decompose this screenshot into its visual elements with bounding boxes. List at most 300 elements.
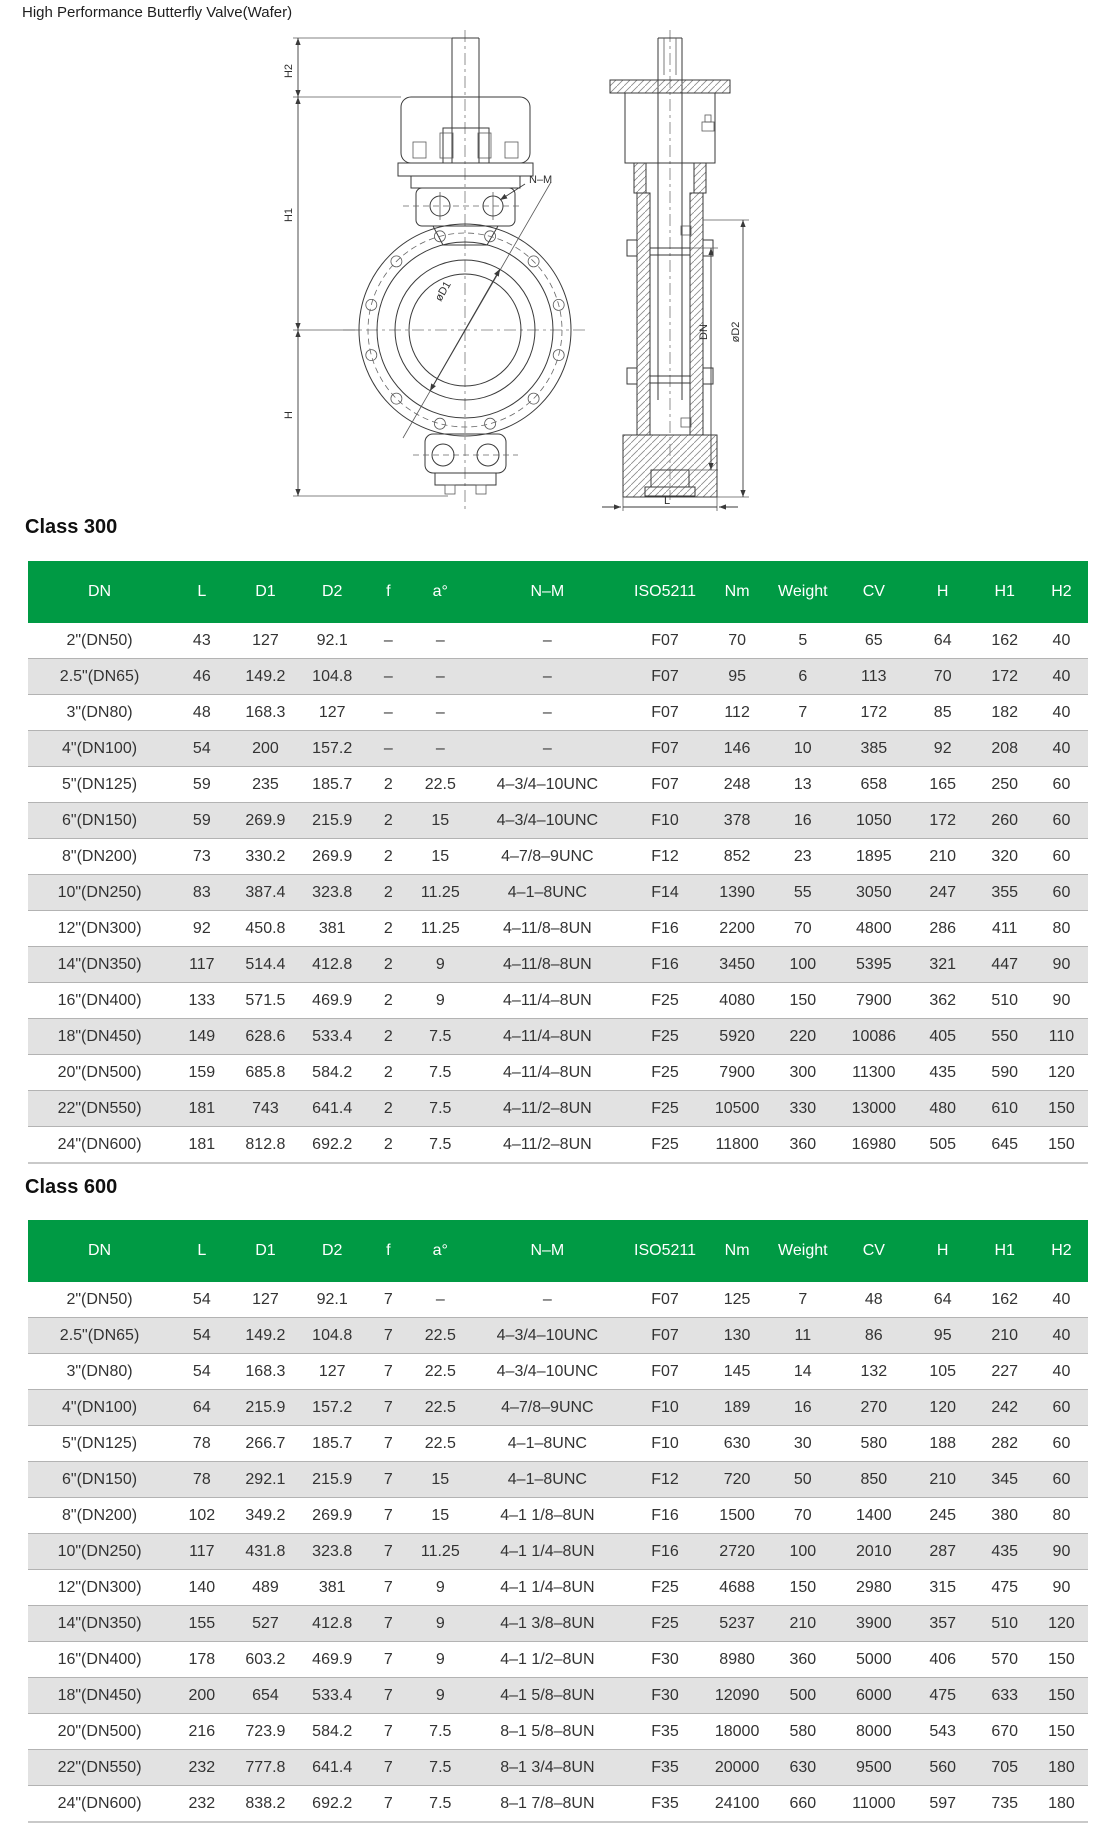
table-cell: 12"(DN300) <box>28 1570 171 1606</box>
class600-table-body <box>28 1282 1088 1822</box>
column-header: L <box>171 1220 232 1282</box>
table-cell: 641.4 <box>298 1750 366 1786</box>
table-cell: 117 <box>171 947 232 983</box>
table-cell: 18"(DN450) <box>28 1019 171 1055</box>
table-cell: 2"(DN50) <box>66 631 133 649</box>
table-cell: 4"(DN100) <box>28 1390 171 1426</box>
table-cell: 357 <box>911 1606 975 1642</box>
table-cell: 9 <box>411 947 470 983</box>
table-cell: 185.7 <box>298 767 366 803</box>
table-cell: – <box>366 695 411 731</box>
table-cell: 150 <box>1035 1127 1088 1164</box>
table-cell: 64 <box>171 1390 232 1426</box>
table-cell: – <box>470 695 625 731</box>
table-cell: 4–11/4–8UN <box>470 1055 625 1091</box>
table-cell: 743 <box>233 1091 299 1127</box>
table-cell: F16 <box>625 1498 706 1534</box>
valve-technical-drawing <box>253 30 828 512</box>
table-cell: 7 <box>366 1714 411 1750</box>
table-cell: F12 <box>625 1462 706 1498</box>
dim-label-d1: øD1 <box>433 279 454 304</box>
table-cell: F07 <box>651 1290 679 1308</box>
table-cell: 4–3/4–10UNC <box>470 1354 625 1390</box>
table-cell: 1050 <box>837 803 911 839</box>
table-cell: 330 <box>769 1091 837 1127</box>
table-cell: 7 <box>366 1678 411 1714</box>
table-cell: 227 <box>975 1354 1035 1390</box>
table-cell: 15 <box>411 1498 470 1534</box>
table-row <box>28 803 1088 839</box>
table-cell: 188 <box>911 1426 975 1462</box>
table-cell: 83 <box>171 875 232 911</box>
table-row <box>28 1354 1088 1390</box>
table-cell: 1500 <box>705 1498 769 1534</box>
table-cell: 127 <box>252 1290 279 1308</box>
table-cell: – <box>470 659 625 695</box>
table-cell: 431.8 <box>233 1534 299 1570</box>
table-cell: 59 <box>171 803 232 839</box>
table-cell: 5"(DN125) <box>28 1426 171 1462</box>
table-cell: 18"(DN450) <box>28 1678 171 1714</box>
table-cell: 385 <box>837 731 911 767</box>
table-cell: 8"(DN200) <box>28 1498 171 1534</box>
table-cell: F35 <box>625 1786 706 1823</box>
table-cell: F07 <box>625 1354 706 1390</box>
table-cell: 24"(DN600) <box>28 1786 171 1823</box>
table-cell: 543 <box>911 1714 975 1750</box>
table-cell: 162 <box>991 1290 1019 1308</box>
table-cell: 723.9 <box>233 1714 299 1750</box>
table-cell: 146 <box>705 731 769 767</box>
table-cell: 11800 <box>705 1127 769 1164</box>
table-cell: 3450 <box>705 947 769 983</box>
table-cell: 232 <box>171 1750 232 1786</box>
table-cell: 120 <box>1035 1055 1088 1091</box>
table-cell: 570 <box>975 1642 1035 1678</box>
table-cell: 157.2 <box>298 731 366 767</box>
table-cell: 4–11/2–8UN <box>470 1127 625 1164</box>
column-header: Weight <box>769 561 837 623</box>
dim-label-h: H <box>283 411 295 419</box>
table-cell: 127 <box>252 631 279 649</box>
table-cell: 610 <box>975 1091 1035 1127</box>
table-cell: 5 <box>798 631 808 649</box>
table-cell: 140 <box>171 1570 232 1606</box>
table-cell: 9500 <box>837 1750 911 1786</box>
table-cell: 60 <box>1035 803 1088 839</box>
table-cell: 10"(DN250) <box>28 875 171 911</box>
table-cell: 149 <box>171 1019 232 1055</box>
table-cell: 4–11/2–8UN <box>470 1091 625 1127</box>
table-cell: 113 <box>837 659 911 695</box>
table-cell: – <box>411 731 470 767</box>
header-row <box>28 1220 1088 1282</box>
table-cell: 7900 <box>705 1055 769 1091</box>
page-title: High Performance Butterfly Valve(Wafer) <box>22 4 293 21</box>
table-cell: 435 <box>975 1534 1035 1570</box>
table-cell: 360 <box>769 1127 837 1164</box>
column-header: f <box>366 561 411 623</box>
table-cell: 323.8 <box>298 875 366 911</box>
column-header: Nm <box>705 561 769 623</box>
table-cell: 248 <box>705 767 769 803</box>
table-cell: 1390 <box>705 875 769 911</box>
table-cell: 2 <box>366 1127 411 1164</box>
table-cell: 489 <box>233 1570 299 1606</box>
table-cell: 78 <box>171 1426 232 1462</box>
dim-label-dn: DN <box>698 324 710 340</box>
table-cell: 345 <box>975 1462 1035 1498</box>
table-cell: 380 <box>975 1498 1035 1534</box>
column-header: ISO5211 <box>625 561 706 623</box>
table-cell: 406 <box>911 1642 975 1678</box>
table-cell: 30 <box>769 1426 837 1462</box>
table-cell: 7 <box>366 1750 411 1786</box>
table-cell: 22.5 <box>411 1390 470 1426</box>
table-cell: 2720 <box>705 1534 769 1570</box>
table-cell: 292.1 <box>233 1462 299 1498</box>
table-cell: F14 <box>625 875 706 911</box>
table-cell: 603.2 <box>233 1642 299 1678</box>
table-cell: 852 <box>705 839 769 875</box>
table-cell: 5237 <box>705 1606 769 1642</box>
table-cell: 92.1 <box>316 1290 348 1308</box>
table-cell: F35 <box>625 1750 706 1786</box>
table-cell: F07 <box>651 631 679 649</box>
table-cell: 60 <box>1035 1426 1088 1462</box>
table-cell: 200 <box>233 731 299 767</box>
dim-label-h1: H1 <box>283 207 295 223</box>
table-cell: 20"(DN500) <box>28 1055 171 1091</box>
table-cell: 60 <box>1035 839 1088 875</box>
column-header: CV <box>837 561 911 623</box>
table-cell: 7900 <box>837 983 911 1019</box>
table-cell: 4–1 3/8–8UN <box>470 1606 625 1642</box>
table-cell: 40 <box>1035 1354 1088 1390</box>
column-header: L <box>171 561 232 623</box>
table-cell: – <box>366 659 411 695</box>
table-cell: 4"(DN100) <box>28 731 171 767</box>
table-cell: 9 <box>411 1606 470 1642</box>
table-cell: 181 <box>171 1127 232 1164</box>
table-cell: 150 <box>1035 1091 1088 1127</box>
table-cell: 2 <box>366 947 411 983</box>
table-cell: 580 <box>837 1426 911 1462</box>
table-cell: 2 <box>366 1055 411 1091</box>
table-cell: 282 <box>975 1426 1035 1462</box>
table-cell: 149.2 <box>233 1318 299 1354</box>
table-cell: 24100 <box>705 1786 769 1823</box>
table-cell: 315 <box>911 1570 975 1606</box>
table-cell: 7.5 <box>411 1055 470 1091</box>
table-cell: 70 <box>911 659 975 695</box>
table-cell: 412.8 <box>298 1606 366 1642</box>
table-cell: F16 <box>625 1534 706 1570</box>
table-cell: 3050 <box>837 875 911 911</box>
table-row <box>28 767 1088 803</box>
table-cell: 9 <box>411 1678 470 1714</box>
table-cell: 381 <box>298 1570 366 1606</box>
table-cell: 8"(DN200) <box>28 839 171 875</box>
table-cell: 181 <box>171 1091 232 1127</box>
table-cell: 7 <box>769 695 837 731</box>
table-cell: 7 <box>366 1786 411 1823</box>
table-cell: 100 <box>769 1534 837 1570</box>
table-cell: 210 <box>975 1318 1035 1354</box>
table-cell: 168.3 <box>233 1354 299 1390</box>
table-cell: 266.7 <box>233 1426 299 1462</box>
table-cell: 60 <box>1035 1390 1088 1426</box>
table-cell: 7 <box>366 1498 411 1534</box>
table-cell: 60 <box>1035 875 1088 911</box>
table-cell: 55 <box>769 875 837 911</box>
table-cell: 180 <box>1035 1750 1088 1786</box>
table-cell: 15 <box>411 1462 470 1498</box>
table-cell: 378 <box>705 803 769 839</box>
table-cell: 838.2 <box>233 1786 299 1823</box>
table-cell: 597 <box>911 1786 975 1823</box>
column-header: Nm <box>705 1220 769 1282</box>
table-cell: 658 <box>837 767 911 803</box>
table-cell: 6"(DN150) <box>28 1462 171 1498</box>
table-cell: 172 <box>837 695 911 731</box>
table-cell: 46 <box>171 659 232 695</box>
table-cell: F25 <box>625 983 706 1019</box>
table-cell: 13 <box>769 767 837 803</box>
table-cell: 235 <box>233 767 299 803</box>
table-row <box>28 1091 1088 1127</box>
table-cell: F07 <box>625 659 706 695</box>
table-cell: – <box>470 731 625 767</box>
table-row <box>28 1462 1088 1498</box>
table-cell: 12"(DN300) <box>28 911 171 947</box>
table-cell: F07 <box>625 695 706 731</box>
table-cell: 500 <box>769 1678 837 1714</box>
table-row <box>28 911 1088 947</box>
table-cell: F35 <box>625 1714 706 1750</box>
table-row <box>28 731 1088 767</box>
dim-label-d2: øD2 <box>730 321 742 343</box>
table-cell: 2 <box>366 1019 411 1055</box>
table-cell: 475 <box>975 1570 1035 1606</box>
table-cell: 411 <box>975 911 1035 947</box>
table-cell: 11 <box>769 1318 837 1354</box>
table-cell: 16980 <box>837 1127 911 1164</box>
table-cell: 7.5 <box>411 1786 470 1823</box>
table-cell: 150 <box>769 983 837 1019</box>
table-cell: 70 <box>728 631 746 649</box>
table-cell: 165 <box>911 767 975 803</box>
table-cell: 60 <box>1035 1462 1088 1498</box>
class600-table-header <box>28 1220 1088 1282</box>
table-cell: 320 <box>975 839 1035 875</box>
table-cell: 7 <box>366 1642 411 1678</box>
table-cell: 208 <box>975 731 1035 767</box>
table-cell: 10 <box>769 731 837 767</box>
front-view <box>283 30 587 510</box>
table-cell: 4–1 1/4–8UN <box>470 1534 625 1570</box>
table-row <box>28 659 1088 695</box>
table-cell: 120 <box>1035 1606 1088 1642</box>
class300-table <box>28 561 1088 1164</box>
table-cell: 4–3/4–10UNC <box>470 767 625 803</box>
table-cell: 412.8 <box>298 947 366 983</box>
column-header: H <box>911 561 975 623</box>
table-cell: 50 <box>769 1462 837 1498</box>
table-row <box>28 1786 1088 1823</box>
table-cell: 20"(DN500) <box>28 1714 171 1750</box>
table-cell: 8–1 3/4–8UN <box>470 1750 625 1786</box>
table-cell: 150 <box>1035 1714 1088 1750</box>
table-cell: 185.7 <box>298 1426 366 1462</box>
table-cell: 450.8 <box>233 911 299 947</box>
header-row <box>28 561 1088 623</box>
side-section-view <box>602 30 749 511</box>
table-cell: 850 <box>837 1462 911 1498</box>
table-cell: 220 <box>769 1019 837 1055</box>
table-cell: 178 <box>171 1642 232 1678</box>
table-cell: 168.3 <box>233 695 299 731</box>
table-cell: 7 <box>366 1462 411 1498</box>
table-cell: 584.2 <box>298 1055 366 1091</box>
table-cell: 73 <box>171 839 232 875</box>
table-cell: 159 <box>171 1055 232 1091</box>
column-header: D1 <box>233 1220 299 1282</box>
table-cell: 4800 <box>837 911 911 947</box>
table-cell: 533.4 <box>298 1019 366 1055</box>
table-cell: 22"(DN550) <box>28 1091 171 1127</box>
table-row <box>28 623 1088 659</box>
table-cell: 8980 <box>705 1642 769 1678</box>
table-cell: 8–1 7/8–8UN <box>470 1786 625 1823</box>
table-cell: 70 <box>769 1498 837 1534</box>
table-cell: 16"(DN400) <box>28 1642 171 1678</box>
table-cell: F30 <box>625 1642 706 1678</box>
table-cell: 735 <box>975 1786 1035 1823</box>
table-cell: 14 <box>769 1354 837 1390</box>
table-cell: 40 <box>1035 695 1088 731</box>
table-cell: 720 <box>705 1462 769 1498</box>
column-header: N–M <box>470 1220 625 1282</box>
table-cell: 269.9 <box>298 1498 366 1534</box>
table-cell: 80 <box>1035 911 1088 947</box>
table-cell: 641.4 <box>298 1091 366 1127</box>
table-cell: 260 <box>975 803 1035 839</box>
table-cell: 323.8 <box>298 1534 366 1570</box>
table-cell: 40 <box>1035 1318 1088 1354</box>
table-cell: F10 <box>625 1426 706 1462</box>
table-cell: 78 <box>171 1462 232 1498</box>
table-cell: 381 <box>298 911 366 947</box>
table-cell: 85 <box>911 695 975 731</box>
table-cell: 150 <box>769 1570 837 1606</box>
table-cell: 40 <box>1052 631 1071 649</box>
table-cell: 630 <box>705 1426 769 1462</box>
table-cell: 4–1 5/8–8UN <box>470 1678 625 1714</box>
table-cell: 7.5 <box>411 1750 470 1786</box>
table-cell: 15 <box>411 803 470 839</box>
table-cell: 590 <box>975 1055 1035 1091</box>
table-row <box>28 1606 1088 1642</box>
column-header: DN <box>28 561 171 623</box>
table-cell: 155 <box>171 1606 232 1642</box>
table-cell: 18000 <box>705 1714 769 1750</box>
table-cell: 180 <box>1035 1786 1088 1823</box>
column-header: N–M <box>470 561 625 623</box>
table-cell: 2 <box>366 839 411 875</box>
table-cell: 4–7/8–9UNC <box>470 839 625 875</box>
table-cell: 4–11/4–8UN <box>470 983 625 1019</box>
table-cell: 210 <box>769 1606 837 1642</box>
table-cell: 125 <box>723 1290 751 1308</box>
table-cell: 104.8 <box>298 659 366 695</box>
table-cell: 65 <box>864 631 883 649</box>
table-cell: 2 <box>366 803 411 839</box>
dim-label-l: L <box>663 495 671 507</box>
table-cell: 670 <box>975 1714 1035 1750</box>
table-cell: F10 <box>625 1390 706 1426</box>
table-row <box>28 1750 1088 1786</box>
table-cell: 580 <box>769 1714 837 1750</box>
table-cell: 777.8 <box>233 1750 299 1786</box>
table-cell: 102 <box>171 1498 232 1534</box>
table-row <box>28 1570 1088 1606</box>
table-cell: 405 <box>911 1019 975 1055</box>
column-header: DN <box>28 1220 171 1282</box>
table-cell: 447 <box>975 947 1035 983</box>
table-cell: F25 <box>625 1019 706 1055</box>
table-cell: 5395 <box>837 947 911 983</box>
table-cell: 355 <box>975 875 1035 911</box>
table-cell: 22.5 <box>411 1426 470 1462</box>
table-cell: 132 <box>837 1354 911 1390</box>
table-cell: 2 <box>366 983 411 1019</box>
table-cell: 2 <box>366 911 411 947</box>
table-cell: 150 <box>1035 1642 1088 1678</box>
table-cell: 22"(DN550) <box>28 1750 171 1786</box>
table-row <box>28 1318 1088 1354</box>
table-cell: 16 <box>769 1390 837 1426</box>
table-cell: – <box>435 1290 445 1308</box>
table-row <box>28 1714 1088 1750</box>
column-header: D2 <box>298 1220 366 1282</box>
table-cell: 7 <box>366 1390 411 1426</box>
table-cell: 469.9 <box>298 1642 366 1678</box>
table-cell: 48 <box>864 1290 883 1308</box>
table-cell: 40 <box>1052 1290 1071 1308</box>
table-cell: 550 <box>975 1019 1035 1055</box>
table-cell: 127 <box>298 695 366 731</box>
table-cell: 20000 <box>705 1750 769 1786</box>
table-cell: 7 <box>366 1606 411 1642</box>
table-cell: 90 <box>1035 1534 1088 1570</box>
table-cell: F16 <box>625 947 706 983</box>
table-cell: 145 <box>705 1354 769 1390</box>
table-row <box>28 875 1088 911</box>
table-cell: 23 <box>769 839 837 875</box>
table-cell: 4–3/4–10UNC <box>470 1318 625 1354</box>
table-cell: 150 <box>1035 1678 1088 1714</box>
table-cell: 812.8 <box>233 1127 299 1164</box>
table-cell: 11.25 <box>411 911 470 947</box>
table-cell: 210 <box>911 1462 975 1498</box>
table-cell: 571.5 <box>233 983 299 1019</box>
table-cell: 362 <box>911 983 975 1019</box>
table-cell: 11.25 <box>411 875 470 911</box>
table-row <box>28 1019 1088 1055</box>
table-cell: 182 <box>975 695 1035 731</box>
column-header: ISO5211 <box>625 1220 706 1282</box>
